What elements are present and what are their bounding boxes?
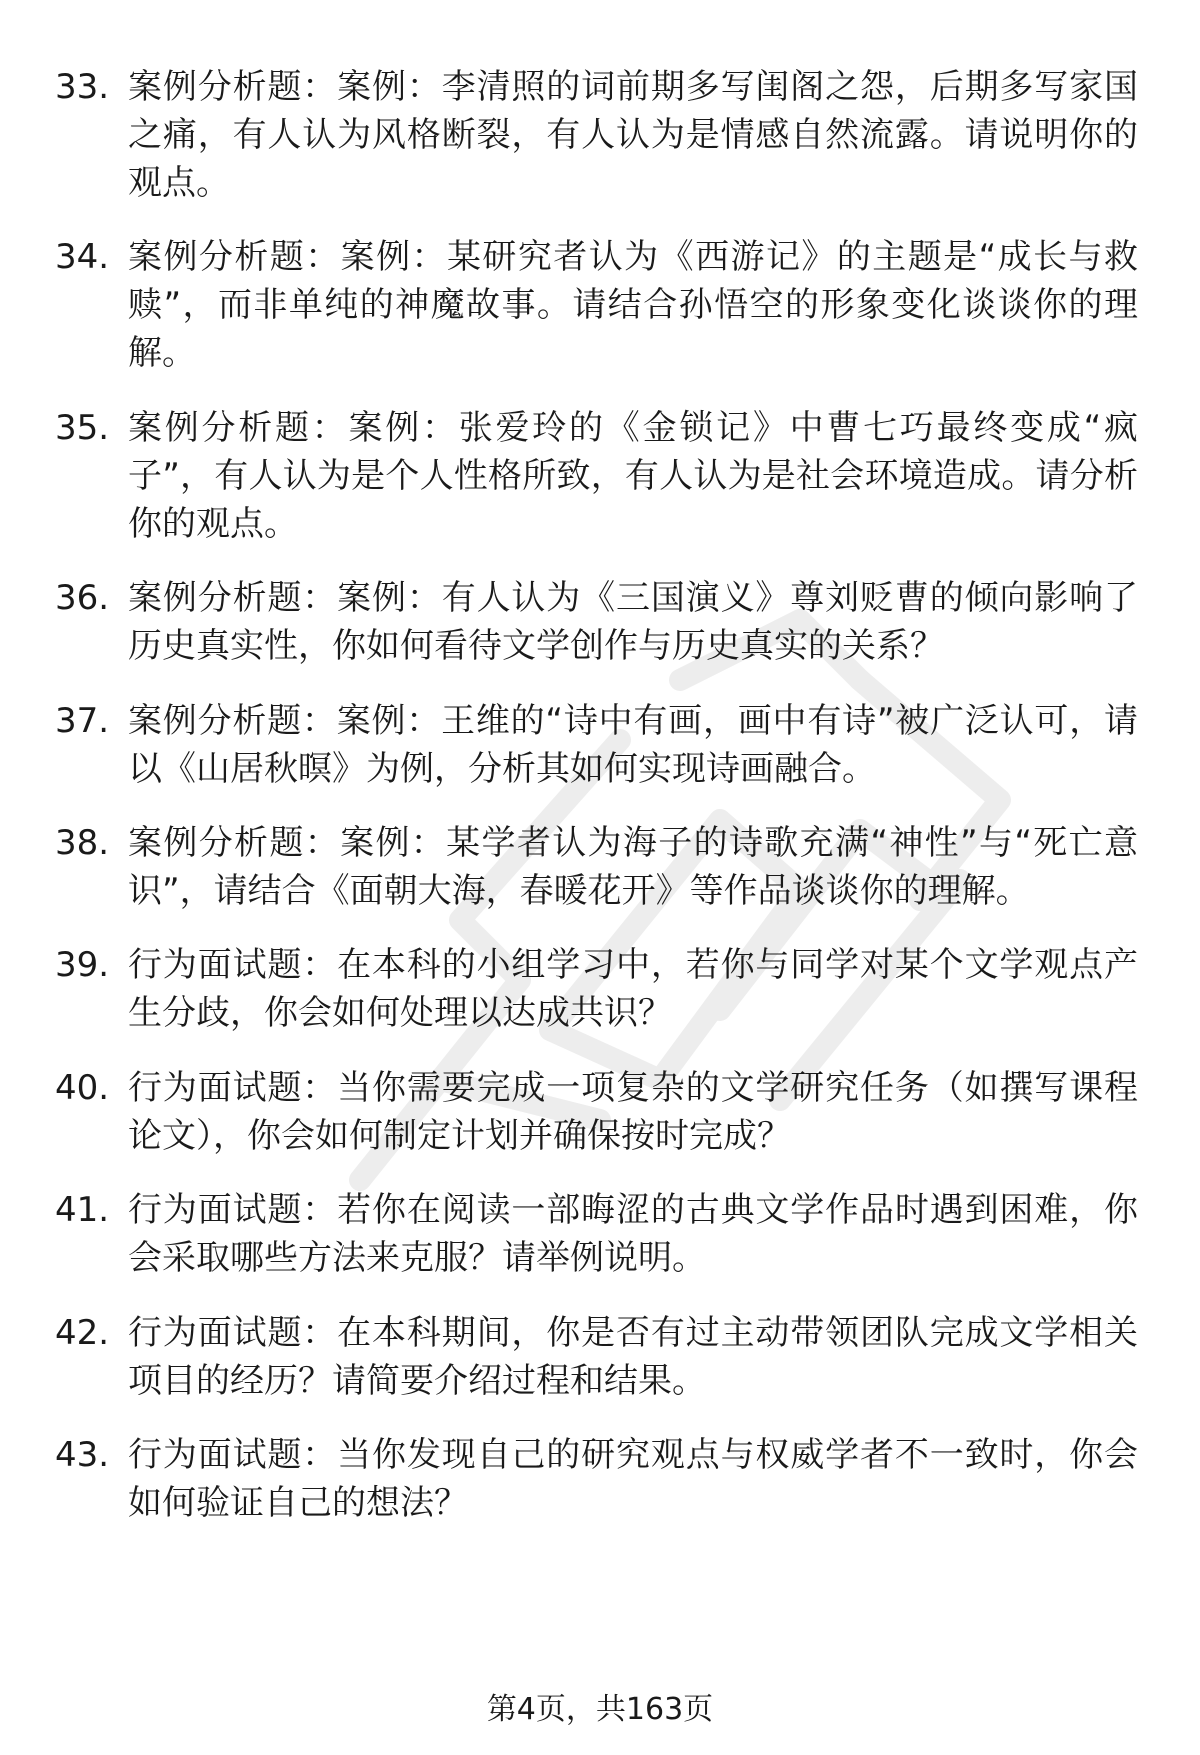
question-number: 33. — [55, 67, 110, 107]
question-text: 案例分析题：案例：某研究者认为《西游记》的主题是“成长与救赎”，而非单纯的神魔故事。请结合孙悟空的形象变化谈谈你的理解。 — [128, 237, 1138, 374]
page-footer — [0, 1690, 1200, 1730]
list-item — [0, 1064, 1200, 1160]
list-item — [0, 63, 1200, 207]
question-number: 36. — [55, 578, 110, 619]
list-item — [0, 1309, 1200, 1405]
list-item — [0, 1431, 1200, 1527]
question-number: 43. — [55, 1434, 110, 1475]
list-item — [0, 233, 1200, 377]
question-text: 行为面试题：若你在阅读一部晦涩的古典文学作品时遇到困难，你会采取哪些方法来克服？请举例说明。 — [128, 1190, 1138, 1279]
question-text: 案例分析题：案例：张爱玲的《金锁记》中曹七巧最终变成“疯子”，有人认为是个人性格所致，有人认为是社会环境造成。请分析你的观点。 — [128, 407, 1138, 544]
question-number: 40. — [55, 1067, 110, 1108]
question-number: 34. — [55, 237, 110, 278]
question-text: 案例分析题：案例：王维的“诗中有画，画中有诗”被广泛认可，请以《山居秋暝》为例，分析其如何实现诗画融合。 — [128, 700, 1138, 789]
list-item — [0, 1186, 1200, 1282]
question-number: 37. — [55, 700, 110, 741]
question-text: 案例分析题：案例：有人认为《三国演义》尊刘贬曹的倾向影响了历史真实性，你如何看待文学创作与历史真实的关系？ — [128, 578, 1138, 667]
question-number: 42. — [55, 1312, 110, 1353]
list-item — [0, 819, 1200, 915]
question-list — [0, 63, 1200, 1553]
list-item — [0, 697, 1200, 793]
list-item — [0, 941, 1200, 1037]
list-item — [0, 574, 1200, 670]
question-text: 案例分析题：案例：李清照的词前期多写闺阁之怨，后期多写家国之痛，有人认为风格断裂，有人认为是情感自然流露。请说明你的观点。 — [128, 67, 1138, 203]
question-number: 39. — [55, 945, 110, 986]
question-number: 35. — [55, 407, 110, 448]
question-text: 案例分析题：案例：某学者认为海子的诗歌充满“神性”与“死亡意识”，请结合《面朝大海，春暖花开》等作品谈谈你的理解。 — [128, 822, 1138, 911]
question-number: 38. — [55, 822, 110, 863]
question-number: 41. — [55, 1190, 110, 1231]
list-item — [0, 404, 1200, 548]
question-text: 行为面试题：当你需要完成一项复杂的文学研究任务（如撰写课程论文），你会如何制定计划并确保按时完成？ — [128, 1067, 1138, 1156]
question-text: 行为面试题：当你发现自己的研究观点与权威学者不一致时，你会如何验证自己的想法？ — [128, 1434, 1138, 1523]
question-text: 行为面试题：在本科期间，你是否有过主动带领团队完成文学相关项目的经历？请简要介绍过程和结果。 — [128, 1312, 1138, 1401]
question-text: 行为面试题：在本科的小组学习中，若你与同学对某个文学观点产生分歧，你会如何处理以达成共识？ — [128, 945, 1138, 1034]
page-number-label: 第4页，共163页 — [486, 1692, 714, 1727]
